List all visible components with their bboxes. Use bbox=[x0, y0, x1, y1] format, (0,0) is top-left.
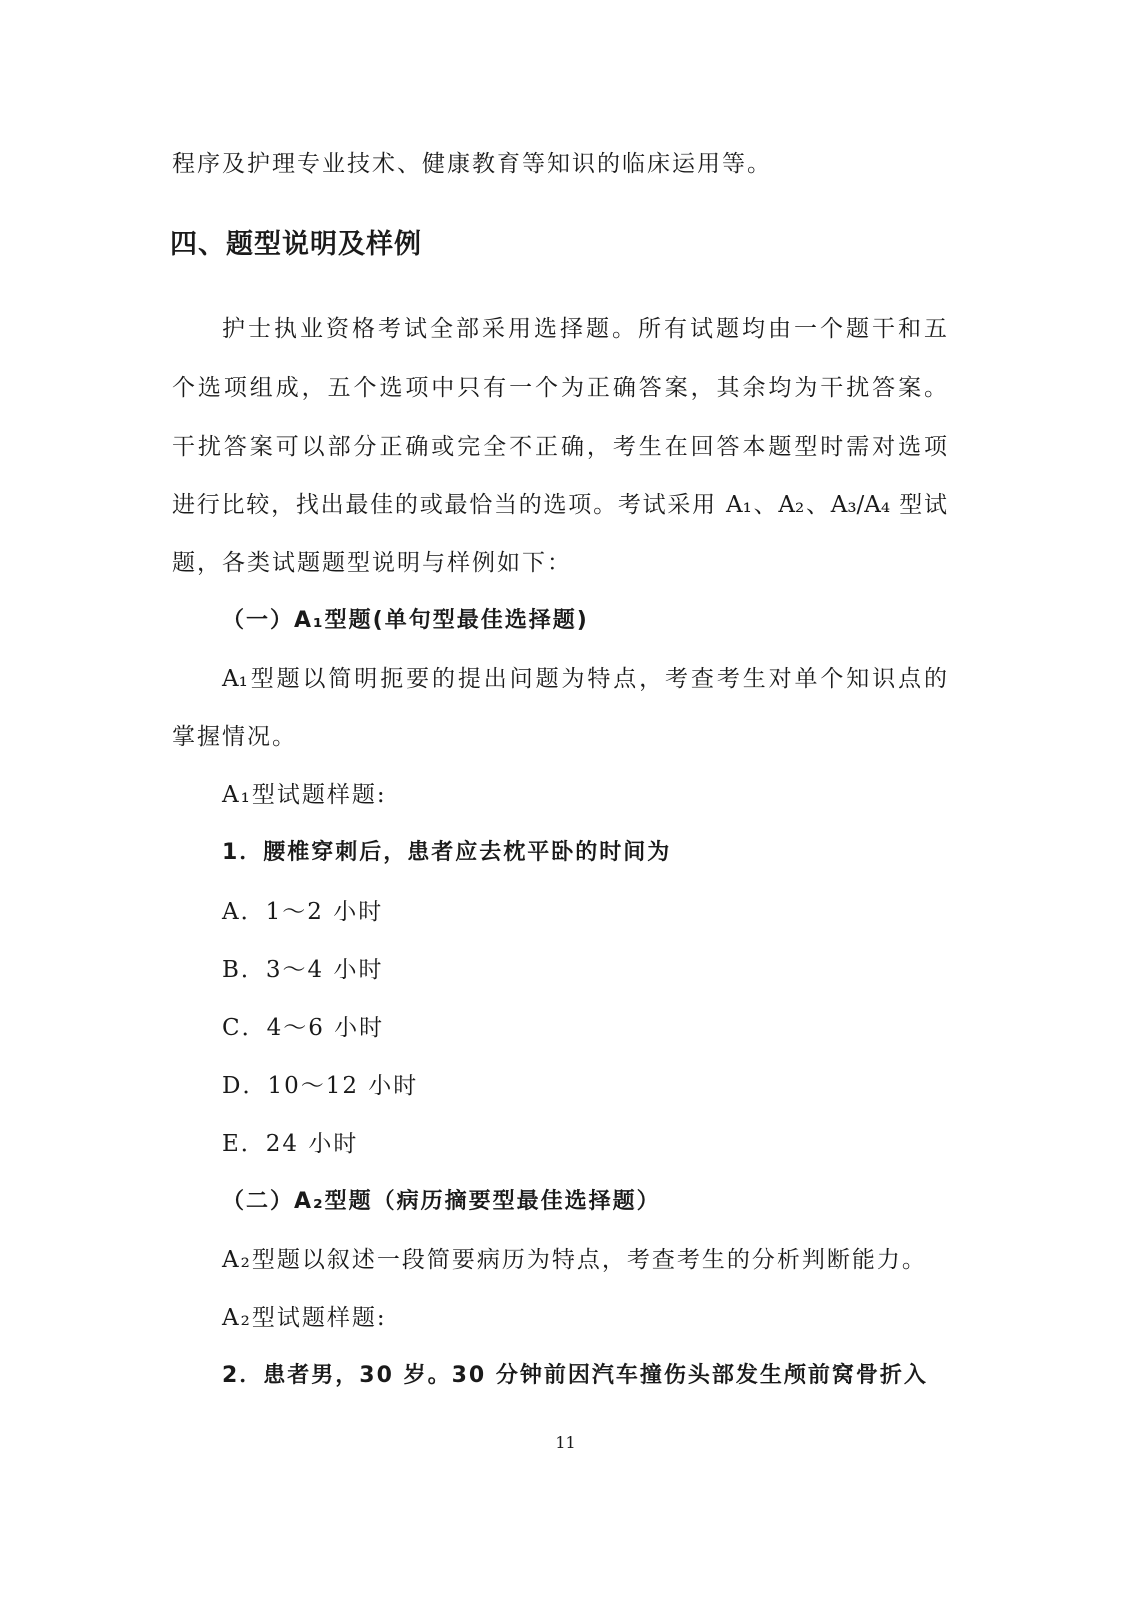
question-stem: 1．腰椎穿刺后，患者应去枕平卧的时间为 bbox=[222, 840, 672, 865]
subsection-heading: （二）A₂型题（病历摘要型最佳选择题） bbox=[222, 1189, 661, 1214]
page-number: 11 bbox=[555, 1433, 576, 1452]
option-b: B．3～4 小时 bbox=[222, 957, 384, 983]
sample-label: A₁型试题样题: bbox=[222, 782, 387, 808]
paragraph-line: 个选项组成，五个选项中只有一个为正确答案，其余均为干扰答案。 bbox=[172, 375, 947, 401]
section-heading: 四、题型说明及样例 bbox=[170, 229, 422, 260]
paragraph-line: 题，各类试题题型说明与样例如下： bbox=[172, 550, 572, 576]
paragraph-line: 护士执业资格考试全部采用选择题。所有试题均由一个题干和五 bbox=[222, 316, 947, 342]
sample-label: A₂型试题样题: bbox=[222, 1305, 387, 1331]
option-e: E．24 小时 bbox=[222, 1131, 359, 1157]
text-line: 程序及护理专业技术、健康教育等知识的临床运用等。 bbox=[172, 151, 772, 177]
option-c: C．4～6 小时 bbox=[222, 1015, 385, 1041]
paragraph-line: A₁型题以简明扼要的提出问题为特点，考查考生对单个知识点的 bbox=[222, 666, 947, 692]
subsection-heading: （一）A₁型题(单句型最佳选择题) bbox=[222, 608, 589, 633]
paragraph-line: A₂型题以叙述一段简要病历为特点，考查考生的分析判断能力。 bbox=[222, 1247, 927, 1273]
option-d: D．10～12 小时 bbox=[222, 1073, 419, 1099]
paragraph-line: 干扰答案可以部分正确或完全不正确，考生在回答本题型时需对选项 bbox=[172, 434, 947, 460]
question-stem: 2．患者男，30 岁。30 分钟前因汽车撞伤头部发生颅前窝骨折入 bbox=[222, 1363, 928, 1388]
paragraph-line: 掌握情况。 bbox=[172, 724, 297, 750]
paragraph-line: 进行比较，找出最佳的或最恰当的选项。考试采用 A₁、A₂、A₃/A₄ 型试 bbox=[172, 492, 947, 518]
option-a: A．1～2 小时 bbox=[222, 899, 384, 925]
